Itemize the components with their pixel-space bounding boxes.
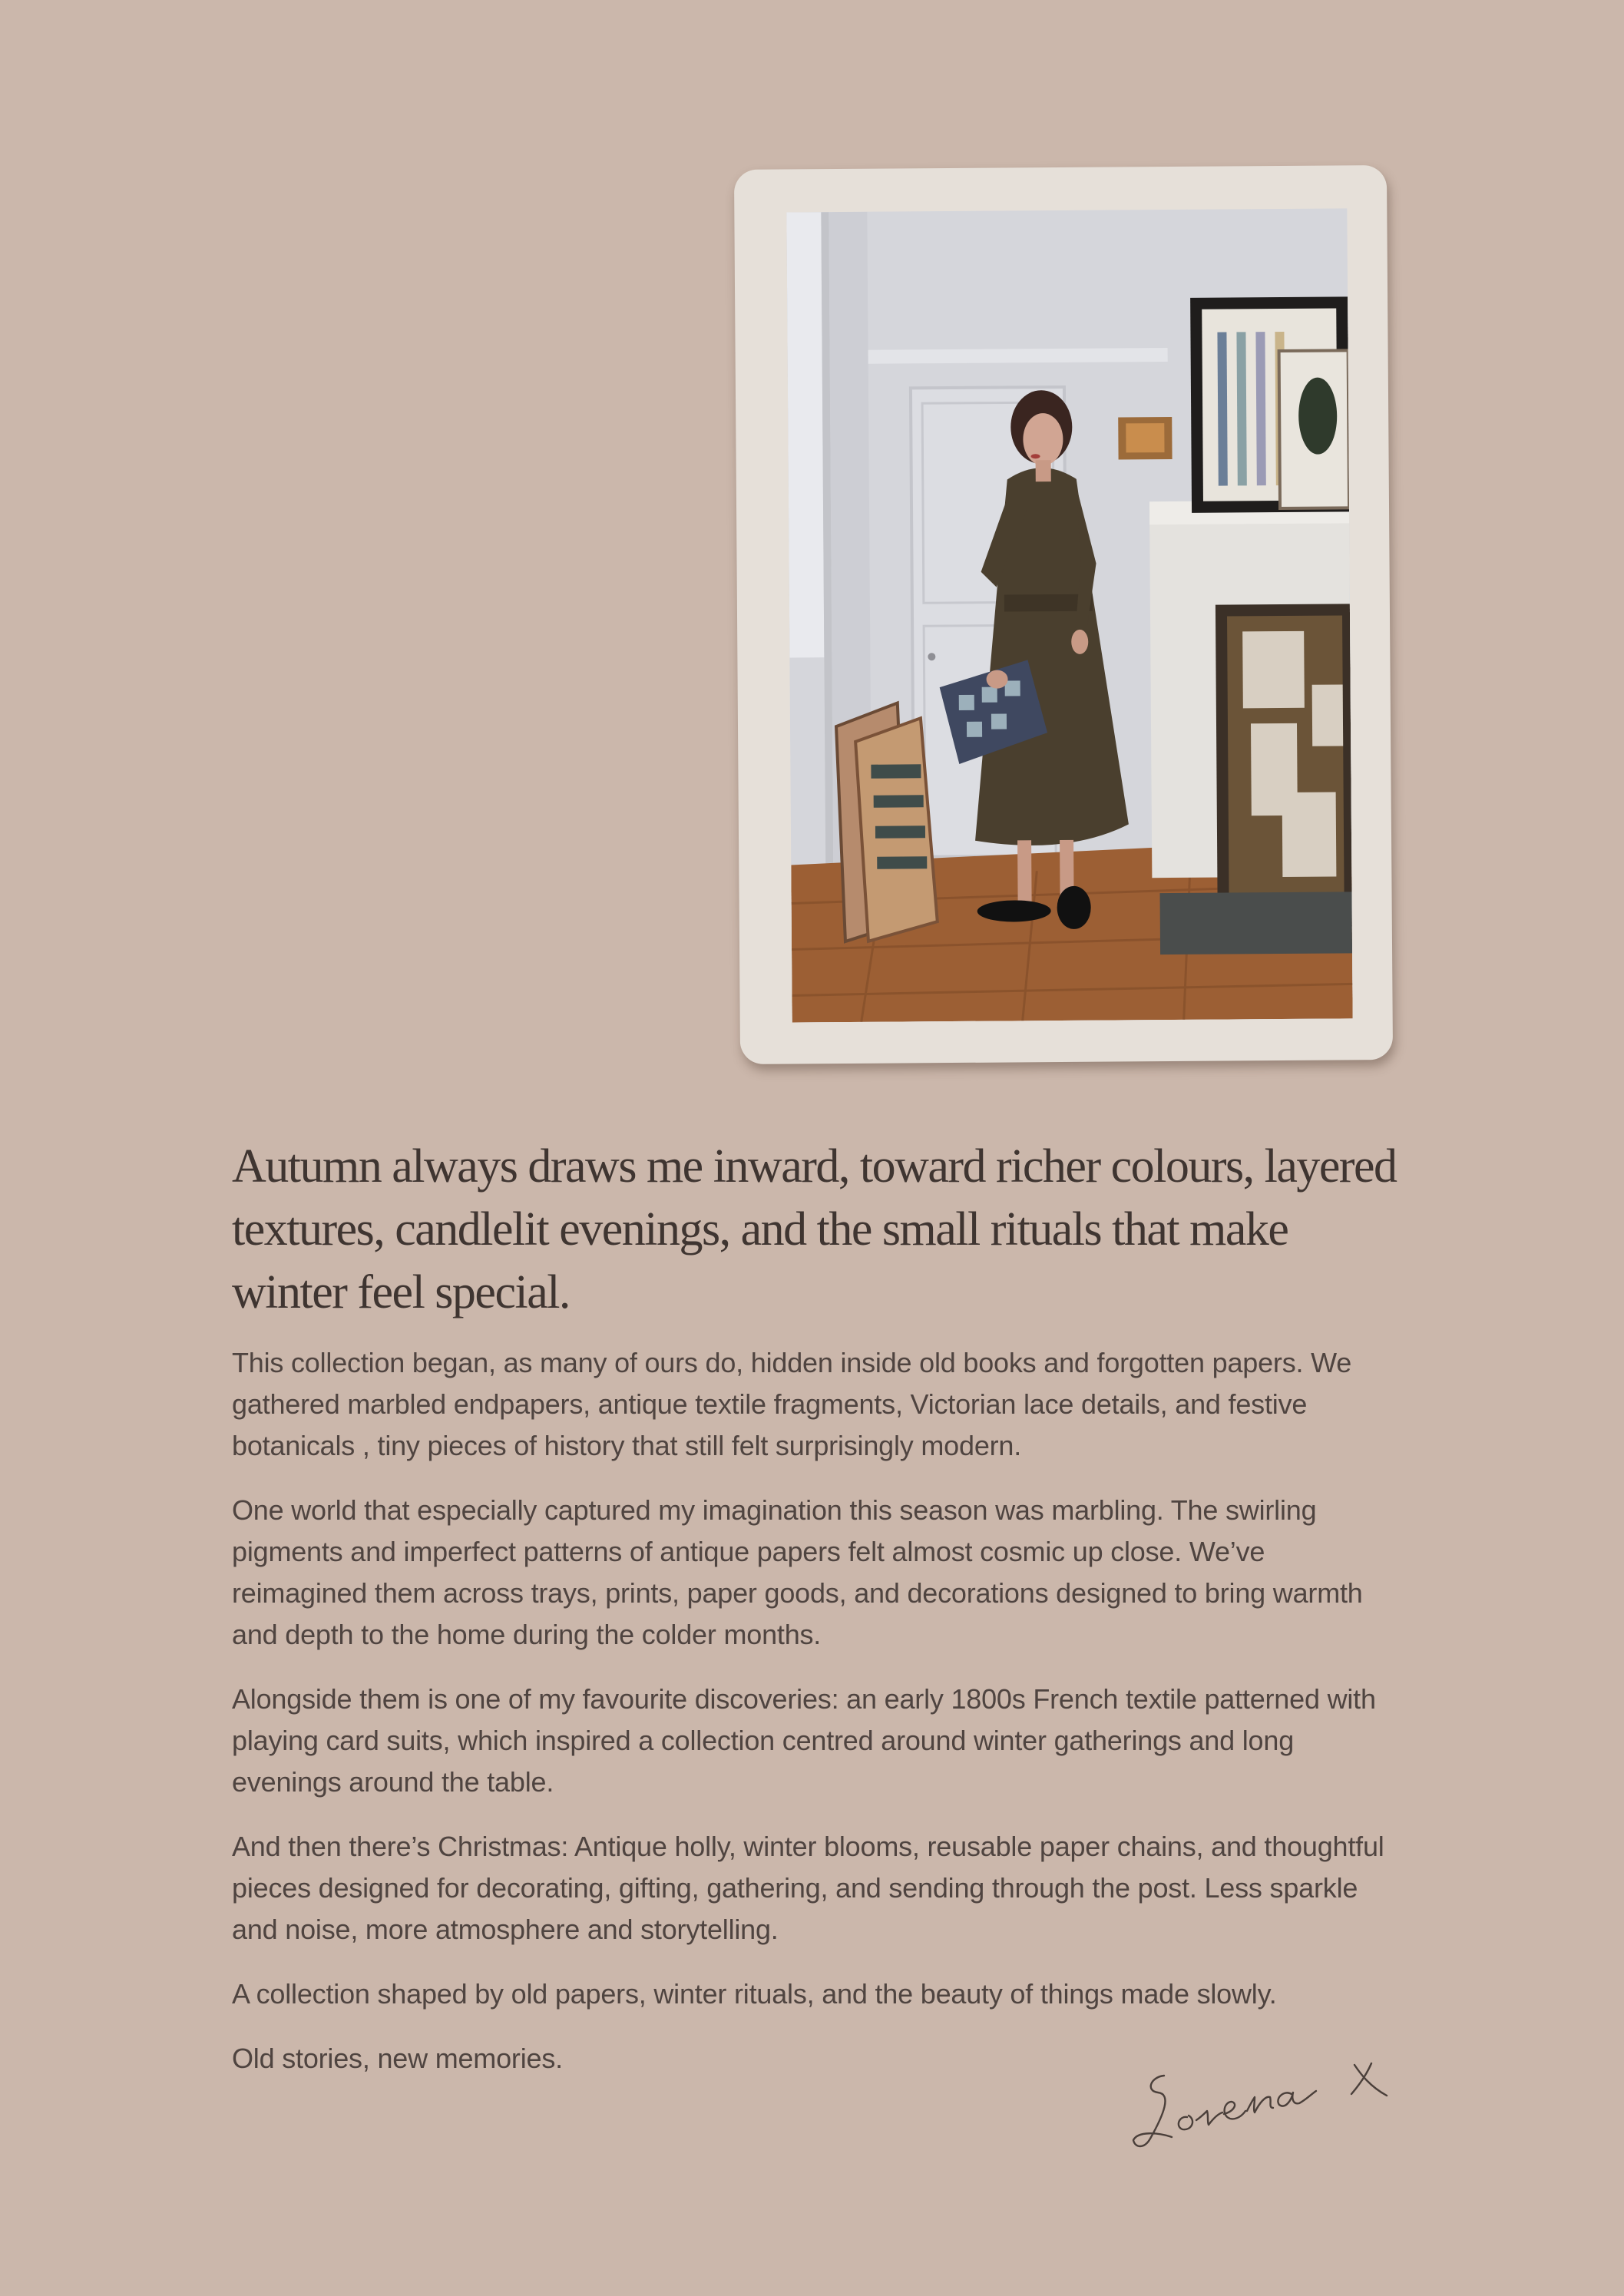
article-paragraph: And then there’s Christmas: Antique holly, winter blooms, reusable paper chains, and thoughtful pieces designed for decorating, gifting, gathering, and sending through the post. Less sparkle and noise, more atmosphere and storytelling. — [232, 1831, 1384, 1945]
article-headline: Autumn always draws me inward, toward richer colours, layered textures, candlelit evenings, and the small rituals that make winter feel special. — [232, 1140, 1397, 1318]
handwritten-signature — [1127, 2046, 1404, 2154]
article-paragraph: A collection shaped by old papers, winter rituals, and the beauty of things made slowly. — [232, 1978, 1277, 2010]
article-paragraph: Old stories, new memories. — [232, 2043, 563, 2074]
article-paragraph: One world that especially captured my imagination this season was marbling. The swirling pigments and imperfect patterns of antique papers felt almost cosmic up close. We’ve reimagined them across trays, prints, paper goods, and decorations designed to bring warmth and depth to the home during the colder months. — [232, 1494, 1363, 1650]
article-paragraph: This collection began, as many of ours do, hidden inside old books and forgotten papers. We gathered marbled endpapers, antique textile fragments, Victorian lace details, and festive botanicals , tiny pieces of history that still felt surprisingly modern. — [232, 1347, 1352, 1461]
portrait-photo — [786, 208, 1352, 1022]
article-paragraph: Alongside them is one of my favourite discoveries: an early 1800s French textile patterned with playing card suits, which inspired a collection centred around winter gatherings and long evenings around the table. — [232, 1683, 1376, 1798]
article — [232, 1135, 1399, 2102]
photo-card — [734, 165, 1393, 1064]
